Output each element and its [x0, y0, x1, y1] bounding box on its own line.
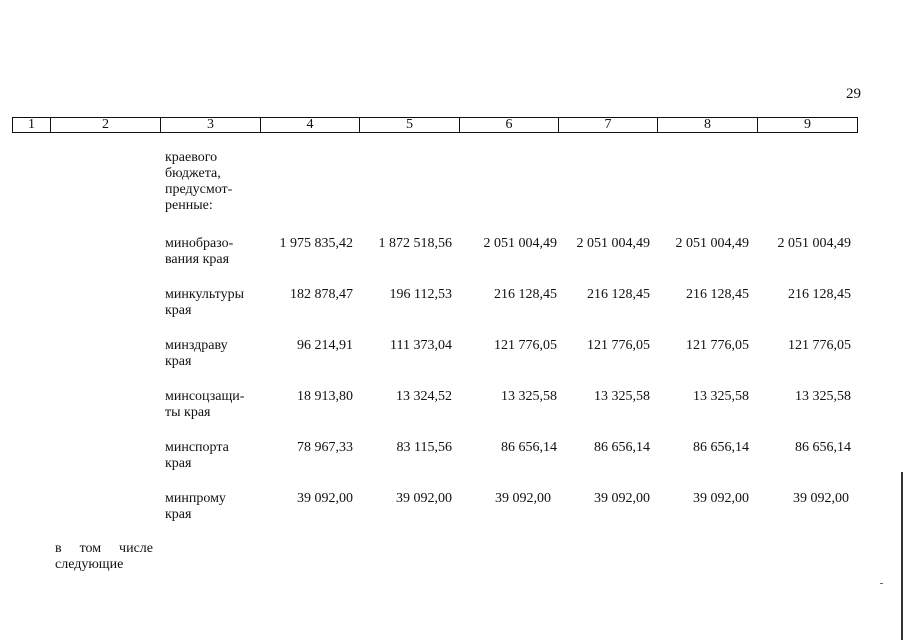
row-label-line: минобразо-	[165, 236, 234, 251]
value-cell: 86 656,14	[501, 440, 557, 455]
value-cell: 216 128,45	[494, 287, 557, 302]
row-label-line: минсоцзащи-	[165, 389, 245, 404]
value-cell: 39 092,00	[793, 491, 849, 506]
row-label-line: края	[165, 354, 192, 369]
value-cell: 2 051 004,49	[576, 236, 650, 251]
value-cell: 39 092,00	[594, 491, 650, 506]
footer-text-line-2: следующие	[55, 557, 124, 572]
value-cell: 216 128,45	[686, 287, 749, 302]
header-cell-2: 2	[51, 118, 161, 133]
value-cell: 39 092,00	[297, 491, 353, 506]
value-cell: 216 128,45	[788, 287, 851, 302]
header-cell-8: 8	[658, 118, 758, 133]
value-cell: 1 975 835,42	[279, 236, 353, 251]
row-label-minsporta	[165, 440, 265, 472]
value-cell: 86 656,14	[594, 440, 650, 455]
value-cell: 39 092,00	[495, 491, 551, 506]
header-cell-5: 5	[360, 118, 460, 133]
column-number-header	[12, 117, 858, 133]
value-cell: 86 656,14	[693, 440, 749, 455]
intro-label-line: краевого	[165, 150, 218, 165]
value-cell: 111 373,04	[390, 338, 452, 353]
value-cell: 1 872 518,56	[378, 236, 452, 251]
header-cell-1: 1	[13, 118, 51, 133]
value-cell: 78 967,33	[297, 440, 353, 455]
row-label-line: минкультуры	[165, 287, 245, 302]
row-label-minzdravu	[165, 338, 265, 370]
row-label-minsotszashchity	[165, 389, 265, 421]
row-label-line: края	[165, 507, 192, 522]
header-cell-7: 7	[559, 118, 658, 133]
page-number: 29	[846, 86, 861, 102]
value-cell: 86 656,14	[795, 440, 851, 455]
value-cell: 96 214,91	[297, 338, 353, 353]
row-label-line: ты края	[165, 405, 211, 420]
row-label-minkultury	[165, 287, 265, 319]
row-label-line: края	[165, 303, 192, 318]
scan-speck	[880, 583, 883, 584]
value-cell: 13 325,58	[594, 389, 650, 404]
row-label-line: вания края	[165, 252, 230, 267]
row-label-line: минспорта	[165, 440, 229, 455]
value-cell: 2 051 004,49	[777, 236, 851, 251]
value-cell: 121 776,05	[587, 338, 650, 353]
row-label-line: минздраву	[165, 338, 228, 353]
value-cell: 216 128,45	[587, 287, 650, 302]
value-cell: 121 776,05	[788, 338, 851, 353]
footer-word: том	[79, 541, 102, 556]
value-cell: 121 776,05	[494, 338, 557, 353]
value-cell: 13 325,58	[693, 389, 749, 404]
row-label-minpromu	[165, 491, 265, 523]
value-cell: 39 092,00	[396, 491, 452, 506]
value-cell: 39 092,00	[693, 491, 749, 506]
value-cell: 18 913,80	[297, 389, 353, 404]
value-cell: 2 051 004,49	[483, 236, 557, 251]
header-cell-4: 4	[261, 118, 360, 133]
value-cell: 182 878,47	[290, 287, 353, 302]
value-cell: 13 325,58	[795, 389, 851, 404]
value-cell: 13 325,58	[501, 389, 557, 404]
value-cell: 83 115,56	[396, 440, 452, 455]
header-cell-9: 9	[758, 118, 858, 133]
footer-text-line-1	[55, 541, 153, 557]
scan-margin-line	[901, 472, 903, 640]
row-label-line: минпрому	[165, 491, 226, 506]
intro-label-line: ренные:	[165, 198, 213, 213]
intro-label	[165, 150, 265, 214]
value-cell: 196 112,53	[389, 287, 452, 302]
header-cell-6: 6	[460, 118, 559, 133]
row-label-minobrazovaniya	[165, 236, 265, 268]
intro-label-line: предусмот-	[165, 182, 233, 197]
footer-word: в	[55, 541, 62, 556]
value-cell: 2 051 004,49	[675, 236, 749, 251]
intro-label-line: бюджета,	[165, 166, 221, 181]
header-cell-3: 3	[161, 118, 261, 133]
footer-word: числе	[119, 541, 153, 556]
value-cell: 13 324,52	[396, 389, 452, 404]
row-label-line: края	[165, 456, 192, 471]
value-cell: 121 776,05	[686, 338, 749, 353]
